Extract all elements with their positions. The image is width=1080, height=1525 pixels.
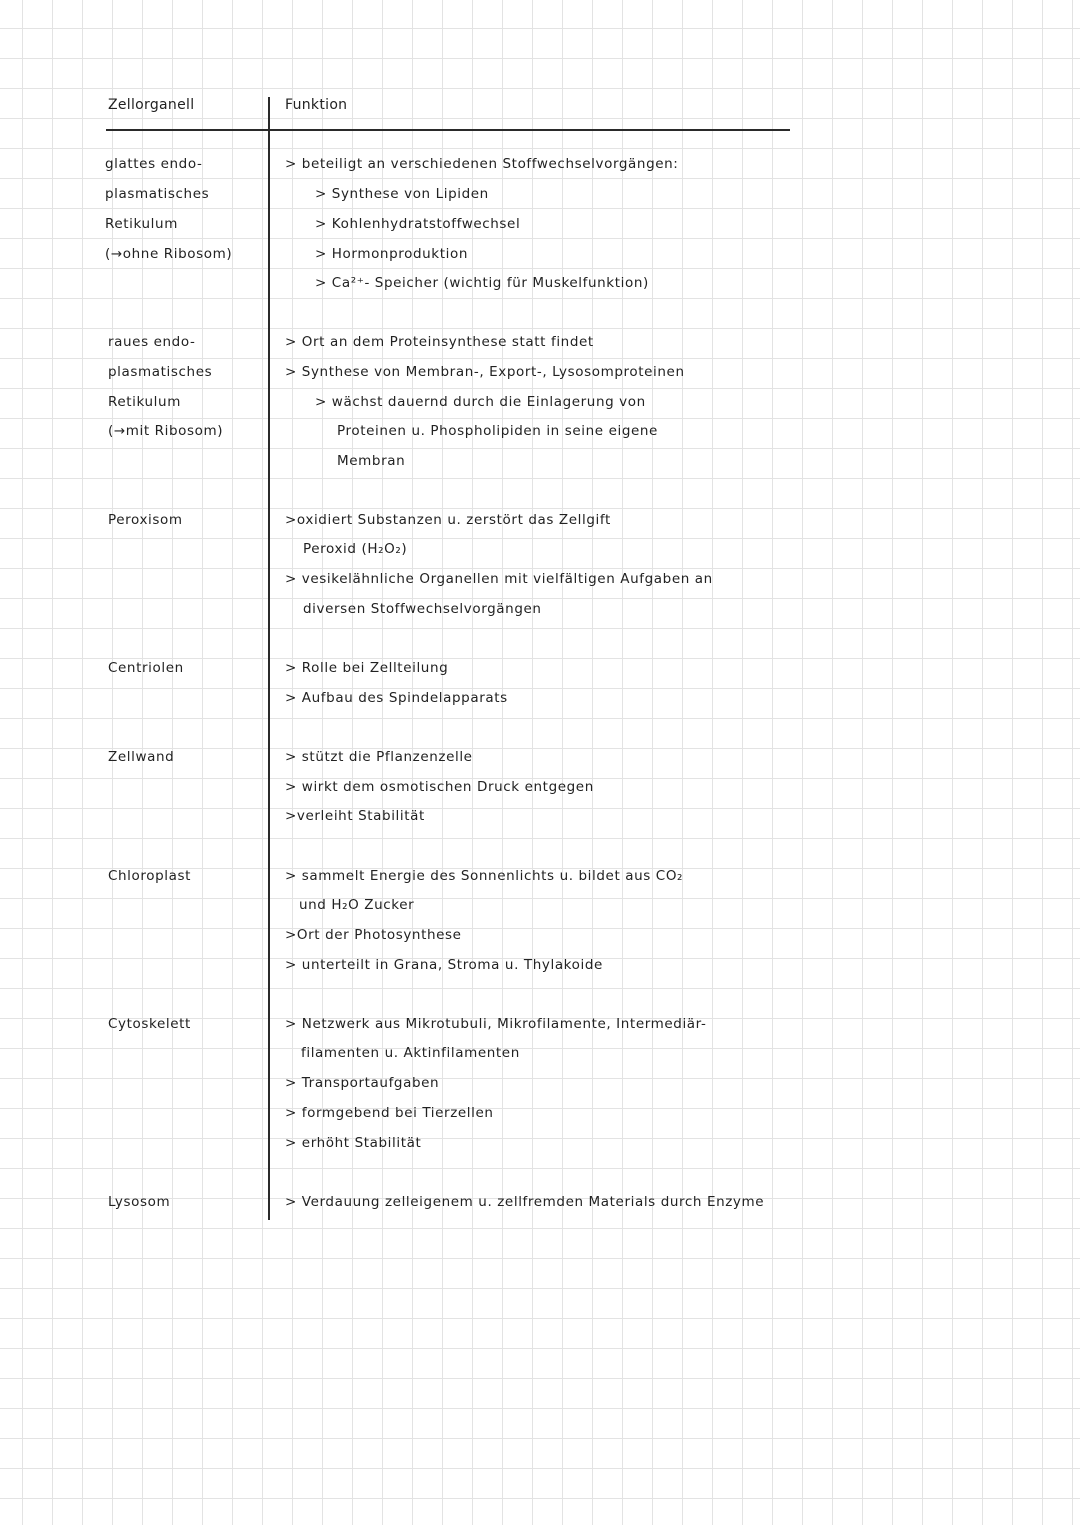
function-line: > unterteilt in Grana, Stroma u. Thylakoide [285,957,603,973]
organelle-label-line: raues endo- [108,334,196,350]
function-line: > erhöht Stabilität [285,1135,422,1151]
organelle-label-line: Cytoskelett [108,1016,191,1032]
function-line: >verleiht Stabilität [285,808,425,824]
function-line: > vesikelähnliche Organellen mit vielfältigen Aufgaben an [285,571,713,587]
organelle-label-line: Retikulum [108,394,181,410]
function-line: filamenten u. Aktinfilamenten [301,1045,520,1061]
function-line: > Hormonproduktion [315,246,468,262]
function-line: Peroxid (H₂O₂) [303,541,408,557]
column-header-function: Funktion [285,97,348,113]
function-line: > Kohlenhydratstoffwechsel [315,216,521,232]
function-line: > Aufbau des Spindelapparats [285,690,508,706]
organelle-label-line: Peroxisom [108,512,183,528]
organelle-label-line: glattes endo- [105,156,203,172]
function-line: >oxidiert Substanzen u. zerstört das Zellgift [285,512,611,528]
organelle-label-line: Chloroplast [108,868,192,884]
function-line: > Synthese von Membran-, Export-, Lysosomproteinen [285,364,685,380]
function-line: Proteinen u. Phospholipiden in seine eigene [337,423,658,439]
organelle-label-line: Retikulum [105,216,178,232]
table-column-divider [268,97,270,1220]
function-line: > Ort an dem Proteinsynthese statt findet [285,334,594,350]
function-line: > beteiligt an verschiedenen Stoffwechselvorgängen: [285,156,679,172]
function-line: > Transportaufgaben [285,1075,440,1091]
organelle-label-line: Lysosom [108,1194,171,1210]
organelle-label-line: (→mit Ribosom) [108,423,224,439]
function-line: >Ort der Photosynthese [285,927,462,943]
organelle-label-line: plasmatisches [108,364,213,380]
function-line: > Netzwerk aus Mikrotubuli, Mikrofilamente, Intermediär- [285,1016,707,1032]
organelle-label-line: plasmatisches [105,186,210,202]
function-line: > sammelt Energie des Sonnenlichts u. bildet aus CO₂ [285,868,684,884]
function-line: > formgebend bei Tierzellen [285,1105,494,1121]
function-line: > Rolle bei Zellteilung [285,660,449,676]
organelle-label-line: Zellwand [108,749,175,765]
column-header-organelle: Zellorganell [108,97,195,113]
organelle-label-line: Centriolen [108,660,184,676]
function-line: > Synthese von Lipiden [315,186,489,202]
function-line: > wirkt dem osmotischen Druck entgegen [285,779,594,795]
function-line: Membran [337,453,406,469]
function-line: > stützt die Pflanzenzelle [285,749,473,765]
organelle-label-line: (→ohne Ribosom) [105,246,233,262]
function-line: > Ca²⁺- Speicher (wichtig für Muskelfunktion) [315,275,649,291]
function-line: diversen Stoffwechselvorgängen [303,601,542,617]
function-line: > wächst dauernd durch die Einlagerung von [315,394,646,410]
table-header-rule [106,129,790,131]
function-line: und H₂O Zucker [299,897,415,913]
function-line: > Verdauung zelleigenem u. zellfremden Materials durch Enzyme [285,1194,765,1210]
